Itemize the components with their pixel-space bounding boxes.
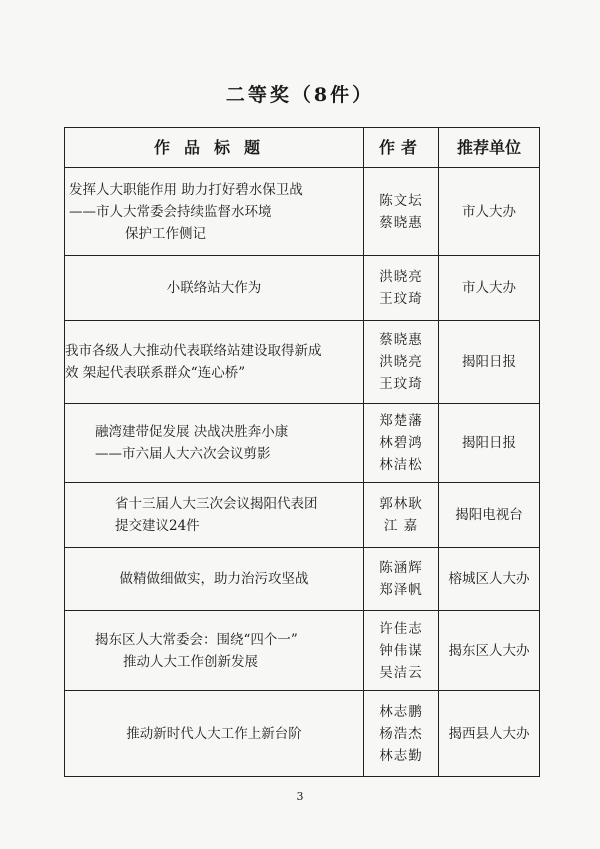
title-line: 省十三届人大三次会议揭阳代表团 [115, 496, 318, 512]
table-header-row [65, 128, 540, 168]
title-line: 揭东区人大常委会：围绕“四个一” [95, 631, 298, 648]
work-authors [364, 256, 439, 321]
title-line: 保护工作侧记 [125, 225, 206, 242]
work-title [65, 321, 364, 404]
title-line: 效 架起代表联系群众“连心桥” [65, 365, 246, 381]
title-line: 提交建议24件 [115, 518, 200, 534]
header-unit: 推荐单位 [439, 128, 540, 168]
table-row [65, 168, 540, 256]
recommending-unit: 揭西县人大办 [439, 691, 540, 777]
recommending-unit: 揭东区人大办 [439, 611, 540, 691]
table-row [65, 611, 540, 691]
author-name: 洪晓亮 [379, 354, 423, 370]
table-row [65, 548, 540, 611]
author-name: 林洁松 [379, 457, 423, 473]
page-title: 二等奖（8件） [225, 84, 375, 106]
work-authors [364, 168, 439, 256]
table-row [65, 256, 540, 321]
author-name: 蔡晓惠 [379, 332, 423, 348]
recommending-unit: 揭阳日报 [439, 404, 540, 483]
title-line: ——市人大常委会持续监督水环境 [69, 203, 272, 220]
work-title [65, 691, 364, 777]
author-name: 陈涵辉 [379, 560, 423, 576]
title-line: 发挥人大职能作用 助力打好碧水保卫战 [69, 181, 303, 198]
table-row [65, 691, 540, 777]
author-name: 王玟琦 [379, 291, 423, 307]
title-line: 推动新时代人大工作上新台阶 [126, 725, 302, 742]
recommending-unit: 市人大办 [439, 256, 540, 321]
work-title [65, 611, 364, 691]
title-line: 融湾建带促发展 决战决胜奔小康 [95, 424, 289, 440]
awards-table [64, 127, 540, 777]
author-name: 陈文坛 [379, 192, 423, 209]
recommending-unit: 揭阳电视台 [439, 483, 540, 548]
recommending-unit: 榕城区人大办 [439, 548, 540, 611]
author-name: 蔡晓惠 [379, 214, 423, 231]
work-authors [364, 548, 439, 611]
author-name: 江 嘉 [383, 518, 419, 534]
author-name: 林志勤 [379, 747, 423, 764]
table-row [65, 483, 540, 548]
author-name: 洪晓亮 [379, 269, 423, 285]
author-name: 吴洁云 [379, 664, 423, 681]
recommending-unit: 揭阳日报 [439, 321, 540, 404]
work-authors [364, 483, 439, 548]
title-line: 我市各级人大推动代表联络站建设取得新成 [65, 343, 322, 359]
author-name: 林碧鸿 [379, 435, 423, 451]
author-name: 郑楚藩 [379, 413, 423, 429]
work-title [65, 548, 364, 611]
work-title [65, 168, 364, 256]
title-line: 小联络站大作为 [166, 280, 262, 296]
work-authors [364, 404, 439, 483]
author-name: 钟伟谋 [379, 642, 423, 659]
header-title: 作品标题 [65, 128, 364, 168]
title-line: 推动人大工作创新发展 [123, 653, 258, 670]
author-name: 王玟琦 [379, 376, 423, 392]
work-title [65, 483, 364, 548]
work-title [65, 256, 364, 321]
work-authors [364, 321, 439, 404]
recommending-unit: 市人大办 [439, 168, 540, 256]
author-name: 许佳志 [379, 620, 423, 637]
author-name: 林志鹏 [379, 703, 423, 720]
work-authors [364, 611, 439, 691]
title-line: ——市六届人大六次会议剪影 [95, 446, 271, 462]
author-name: 杨浩杰 [379, 725, 423, 742]
table-row [65, 321, 540, 404]
work-title [65, 404, 364, 483]
page-number: 3 [296, 790, 304, 803]
work-authors [364, 691, 439, 777]
author-name: 郭林耿 [379, 496, 423, 512]
table-row [65, 404, 540, 483]
title-line: 做精做细做实，助力治污攻坚战 [119, 571, 309, 587]
header-authors: 作者 [364, 128, 439, 168]
author-name: 郑泽帆 [379, 582, 423, 598]
